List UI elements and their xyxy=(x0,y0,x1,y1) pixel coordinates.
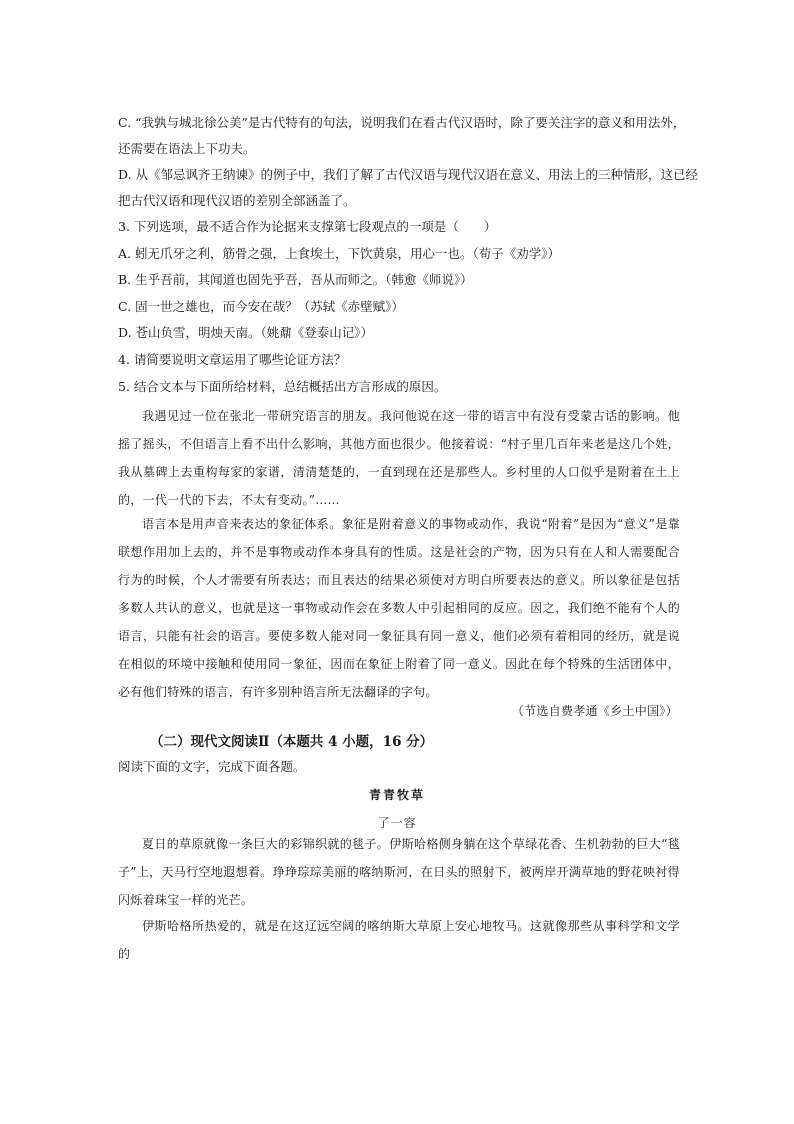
section-instruction: 阅读下面的文字，完成下面各题。 xyxy=(118,759,306,774)
option-c-line1: C. “我孰与城北徐公美”是古代特有的句法，说明我们在看古代汉语时，除了要关注字的意义和用法外， xyxy=(118,115,686,130)
story-title: 青青牧草 xyxy=(368,788,425,802)
question-3-option-d: D. 苍山负雪，明烛天南。（姚鼐《登泰山记》） xyxy=(118,325,374,340)
story-paragraph-1: 夏日的草原就像一条巨大的彩锦织就的毯子。伊斯哈格侧身躺在这个草绿花香、生机勃勃的巨大“毯子”上，天马行空地遐想着。琤琤琮琮美丽的喀纳斯河，在日头的照射下，被两岸开满草地的野花映衬得闪烁着珠宝一样的光芒。 xyxy=(118,837,680,907)
story-author: 了一容 xyxy=(377,816,417,830)
section-heading: （二）现代文阅读Ⅱ（本题共 4 小题，16 分） xyxy=(150,734,434,750)
question-5: 5. 结合文本与下面所给材料，总结概括出方言形成的原因。 xyxy=(118,379,447,394)
question-3-option-a: A. 蚓无爪牙之利，筋骨之强，上食埃土，下饮黄泉，用心一也。（荀子《劝学》） xyxy=(118,246,560,261)
material-paragraph-2: 语言本是用声音来表达的象征体系。象征是附着意义的事物或动作，我说“附着”是因为“意义”是靠联想作用加上去的，并不是事物或动作本身具有的性质。这是社会的产物，因为只有在人和人需要配合行为的时候，个人才需要有所表达；而且表达的结果必须使对方明白所要表达的意义。所以象征是包括多数人共认的意义，也就是这一事物或动作会在多数人中引起相同的反应。因之，我们绝不能有个人的语言，只能有社会的语言。要使多数人能对同一象征具有同一意义，他们必须有着相同的经历，就是说在相似的环境中接触和使用同一象征，因而在象征上附着了同一意义。因此在每个特殊的生活团体中，必有他们特殊的语言，有许多别种语言所无法翻译的字句。 xyxy=(118,517,680,699)
question-3-option-c: C. 固一世之雄也，而今安在哉？（苏轼《赤壁赋》） xyxy=(118,299,404,314)
material-source: （节选自费孝通《乡土中国》） xyxy=(511,704,678,718)
story-paragraph-2: 伊斯哈格所热爱的，就是在这辽远空阔的喀纳斯大草原上安心地牧马。这就像那些从事科学和文学的 xyxy=(118,919,680,961)
option-d-line1: D. 从《邹忌讽齐王纳谏》的例子中，我们了解了古代汉语与现代汉语在意义、用法上的三种情形，这已经 xyxy=(118,167,699,182)
question-4: 4. 请简要说明文章运用了哪些论证方法？ xyxy=(118,352,347,367)
option-d-line2: 把古代汉语和现代汉语的差别全部涵盖了。 xyxy=(118,193,356,208)
material-paragraph-1: 我遇见过一位在张北一带研究语言的朋友。我问他说在这一带的语言中有没有受蒙古话的影响。他摇了摇头，不但语言上看不出什么影响，其他方面也很少。他接着说：“村子里几百年来老是这几个姓，我从墓碑上去重构每家的家谱，清清楚楚的，一直到现在还是那些人。乡村里的人口似乎是附着在土上的，一代一代的下去，不太有变动。”…… xyxy=(118,409,680,507)
question-3-option-b: B. 生乎吾前，其闻道也固先乎吾，吾从而师之。（韩愈《师说》） xyxy=(118,272,473,287)
option-c-line2: 还需要在语法上下功夫。 xyxy=(118,141,256,156)
question-3-stem: 3. 下列选项，最不适合作为论据来支撑第七段观点的一项是（ ） xyxy=(118,219,497,234)
